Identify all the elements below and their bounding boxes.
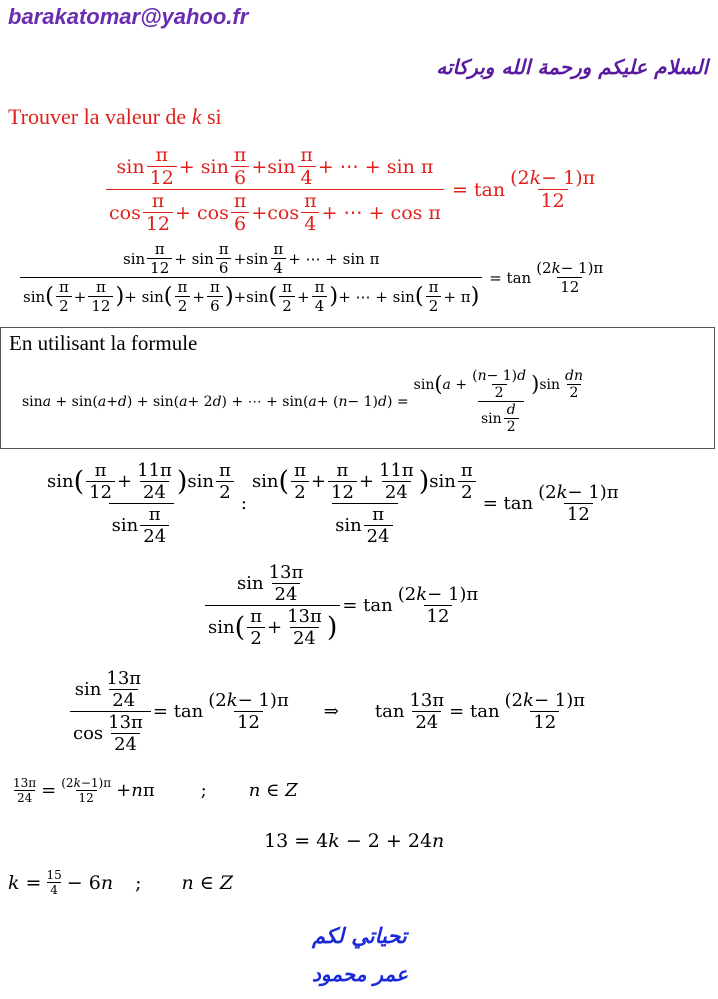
problem-tail: si	[206, 104, 222, 129]
formula-box-title: En utilisant la formule	[9, 331, 198, 355]
equation-5: sin $\frac{13\pi}{24}$ cos $\frac{13\pi}{24}$ = tan (2 k − 1)π 12 ⇒ tan $\frac{13\pi}{24}$ = tan (2 k − 1)π 12	[68, 668, 590, 755]
equation-3: sin ( $\frac{\pi}{12}$ + $\frac{11\pi}{24}$ ) sin $\frac{\pi}{2}$ sin $\frac{\pi}{24}$ : sin ( $\frac{\pi}{2}$ + $\frac{\pi}{12}$ + $\frac{11\pi}{24}$ ) sin $\frac{\pi}{2}$ sin $\frac{\pi}{24}$ = tan (2 k − 1)π 12	[47, 460, 619, 547]
signature-line-1: تحياتي لكم	[312, 924, 407, 948]
signature-line-2: عمر محمود	[312, 962, 408, 986]
arabic-greeting: السلام عليكم ورحمة الله وبركاته	[436, 55, 708, 79]
sum-formula: sin a + sin( a + d ) + sin( a + 2 d ) + ⋯ + sin( a + ( n − 1) d ) = sin ( a + ( n − 1) d 2 ) sin $\frac{dn}{2}$ sin $\frac{d}{2}$	[22, 368, 583, 435]
problem-statement	[8, 104, 222, 130]
problem-variable: k	[191, 104, 202, 129]
problem-lead: Trouver la valeur de	[8, 104, 187, 129]
equation-2: sin $\frac{\pi}{12}$ + sin $\frac{\pi}{6}$ +sin $\frac{\pi}{4}$ + ⋯ + sin π sin ( $\frac{\pi}{2}$ + $\frac{\pi}{12}$ ) + sin ( $\frac{\pi}{2}$ + $\frac{\pi}{6}$ ) +sin ( $\frac{\pi}{2}$ + $\frac{\pi}{4}$ ) + ⋯ + sin ( $\frac{\pi}{2}$ + π ) = tan (2 k − 1)π 12	[18, 240, 608, 315]
equation-7: 13 = 4 k − 2 + 24 n	[264, 830, 445, 852]
equation-1: sin $\frac{\pi}{12}$ + sin $\frac{\pi}{6}$ +sin $\frac{\pi}{4}$ + ⋯ + sin π cos $\frac{\pi}{12}$ + cos $\frac{\pi}{6}$ +cos $\frac{\pi}{4}$ + ⋯ + cos π = tan (2 k − 1)π 12	[104, 144, 600, 235]
equation-8: k = $\frac{15}{4}$ − 6 n ; n ∈ Z	[8, 868, 234, 897]
author-email: barakatomar@yahoo.fr	[8, 4, 249, 29]
equation-4: sin $\frac{13\pi}{24}$ sin ( $\frac{\pi}{2}$ + $\frac{13\pi}{24}$ ) = tan (2 k − 1)π 12	[203, 562, 483, 649]
equation-6: $\frac{13\pi}{24}$ = (2 k −1)π 12 + n π ; n ∈ Z	[13, 776, 298, 805]
